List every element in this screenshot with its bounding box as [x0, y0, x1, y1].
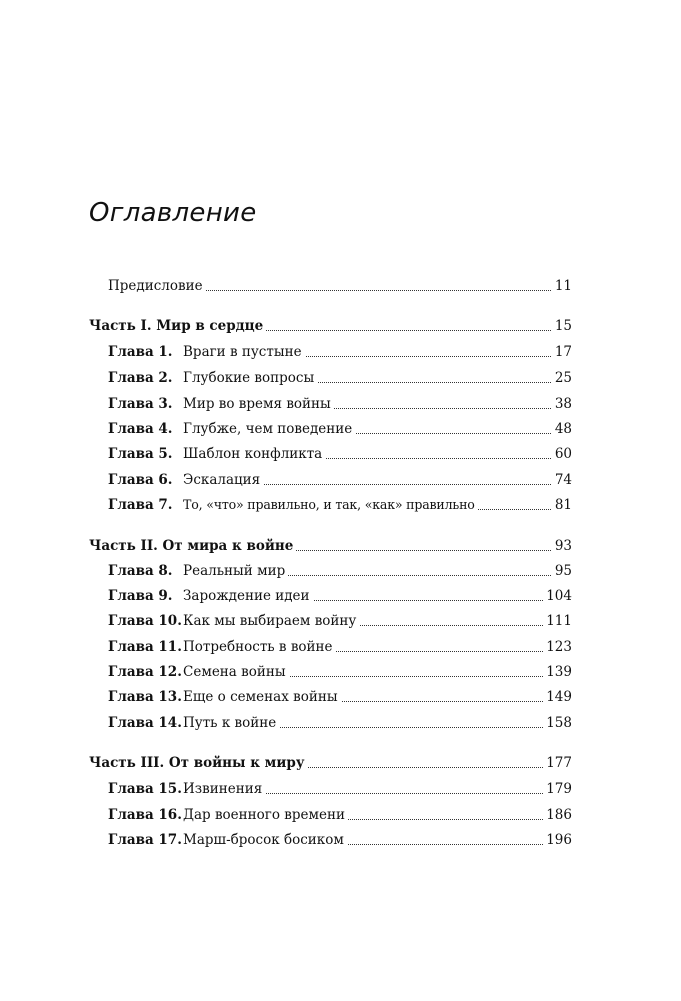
toc-preface[interactable]: [0, 276, 681, 296]
chapter-page: 149: [543, 687, 572, 707]
toc-chapter[interactable]: [0, 687, 681, 707]
toc-chapter[interactable]: [0, 805, 681, 825]
chapter-page: 17: [552, 342, 572, 362]
chapter-title: Глубокие вопросы: [183, 368, 317, 388]
chapter-page: 25: [552, 368, 572, 388]
chapter-title: Мир во время войны: [183, 394, 334, 414]
part-page: 15: [552, 316, 572, 336]
chapter-number: Глава 3.: [108, 396, 173, 412]
toc-chapter[interactable]: [0, 830, 681, 850]
chapter-page: 111: [543, 611, 572, 631]
chapter-number: Глава 4.: [108, 421, 173, 437]
chapter-number: Глава 13.: [108, 689, 182, 705]
toc-part[interactable]: [0, 536, 681, 556]
chapter-title: Путь к войне: [183, 713, 279, 733]
toc-chapter[interactable]: [0, 637, 681, 657]
toc-chapter[interactable]: [0, 342, 681, 362]
chapter-number: Глава 5.: [108, 446, 173, 462]
chapter-page: 74: [552, 470, 572, 490]
toc-chapter[interactable]: [0, 713, 681, 733]
chapter-title: Дар военного времени: [183, 805, 348, 825]
chapter-number: Глава 8.: [108, 563, 173, 579]
chapter-number: Глава 15.: [108, 781, 182, 797]
chapter-page: 48: [552, 419, 572, 439]
chapter-title: Как мы выбираем войну: [183, 611, 359, 631]
chapter-page: 139: [543, 662, 572, 682]
chapter-page: 60: [552, 444, 572, 464]
chapter-title: Эскалация: [183, 470, 263, 490]
chapter-title: Еще о семенах войны: [183, 687, 341, 707]
part-page: 177: [543, 753, 572, 773]
chapter-number: Глава 12.: [108, 664, 182, 680]
chapter-number: Глава 14.: [108, 715, 182, 731]
toc-part[interactable]: [0, 316, 681, 336]
toc-chapter[interactable]: [0, 419, 681, 439]
chapter-page: 158: [543, 713, 572, 733]
toc-chapter[interactable]: [0, 779, 681, 799]
chapter-title: Глубже, чем поведение: [183, 419, 355, 439]
preface-page: 11: [552, 276, 572, 296]
chapter-title: То, «что» правильно, и так, «как» правильно: [183, 495, 478, 515]
chapter-title: Извинения: [183, 779, 265, 799]
part-label: Часть III. От войны к миру: [89, 753, 307, 773]
chapter-page: 123: [543, 637, 572, 657]
chapter-number: Глава 11.: [108, 639, 182, 655]
chapter-page: 95: [552, 561, 572, 581]
chapter-page: 179: [543, 779, 572, 799]
chapter-number: Глава 10.: [108, 613, 182, 629]
part-label: Часть I. Мир в сердце: [89, 316, 266, 336]
part-page: 93: [552, 536, 572, 556]
toc-chapter[interactable]: [0, 586, 681, 606]
preface-label: Предисловие: [108, 276, 206, 296]
toc-part[interactable]: [0, 753, 681, 773]
toc-chapter[interactable]: [0, 470, 681, 490]
chapter-page: 81: [552, 495, 572, 515]
toc-chapter[interactable]: [0, 662, 681, 682]
chapter-number: Глава 6.: [108, 472, 173, 488]
page-title: Оглавление: [89, 198, 257, 228]
chapter-title: Семена войны: [183, 662, 289, 682]
chapter-page: 104: [543, 586, 572, 606]
chapter-page: 196: [543, 830, 572, 850]
toc-chapter[interactable]: [0, 368, 681, 388]
chapter-number: Глава 7.: [108, 497, 173, 513]
toc-chapter[interactable]: [0, 495, 681, 515]
toc-chapter[interactable]: [0, 444, 681, 464]
chapter-number: Глава 17.: [108, 832, 182, 848]
chapter-title: Зарождение идеи: [183, 586, 313, 606]
chapter-number: Глава 1.: [108, 344, 173, 360]
part-label: Часть II. От мира к войне: [89, 536, 296, 556]
chapter-title: Шаблон конфликта: [183, 444, 325, 464]
toc-chapter[interactable]: [0, 561, 681, 581]
toc-chapter[interactable]: [0, 611, 681, 631]
toc-chapter[interactable]: [0, 394, 681, 414]
chapter-page: 38: [552, 394, 572, 414]
chapter-title: Реальный мир: [183, 561, 288, 581]
chapter-title: Потребность в войне: [183, 637, 336, 657]
chapter-title: Враги в пустыне: [183, 342, 305, 362]
chapter-number: Глава 2.: [108, 370, 173, 386]
chapter-title: Марш-бросок босиком: [183, 830, 347, 850]
chapter-number: Глава 9.: [108, 588, 173, 604]
chapter-page: 186: [543, 805, 572, 825]
chapter-number: Глава 16.: [108, 807, 182, 823]
